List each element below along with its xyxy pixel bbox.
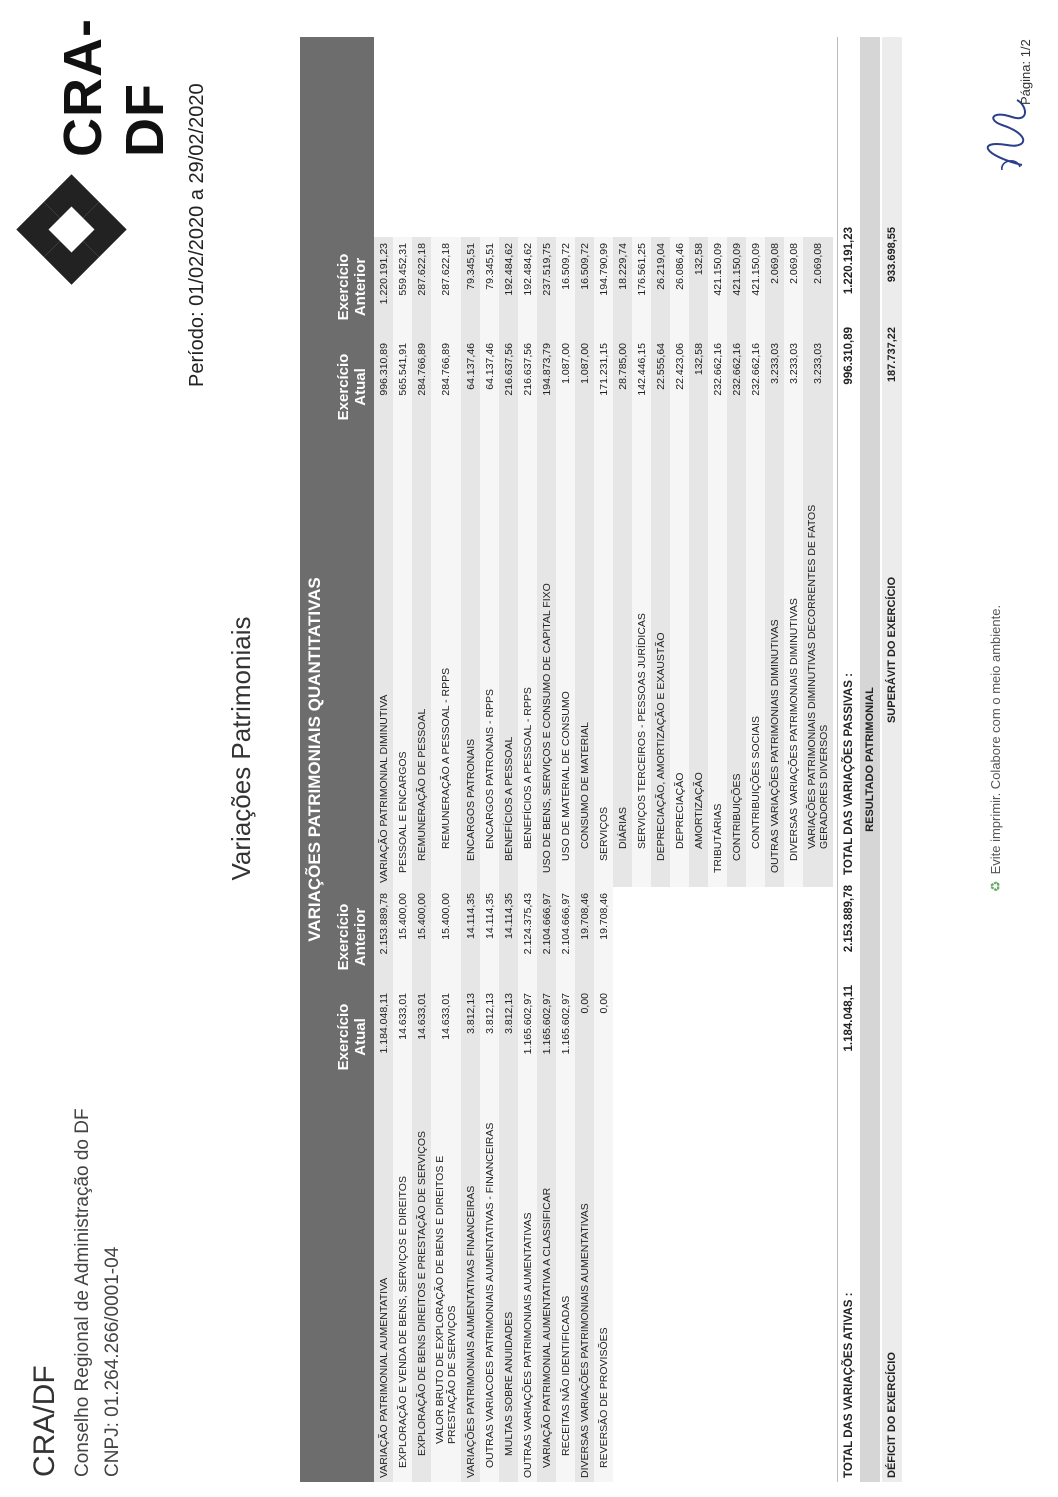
table-row [556, 887, 575, 1482]
table-row [613, 237, 632, 887]
row-atual: 142.446,15 [635, 343, 648, 396]
row-label: VARIAÇÃO PATRIMONIAL AUMENTATIVA [377, 1277, 390, 1478]
row-label: RECEITAS NÃO IDENTIFICADAS [559, 1295, 572, 1456]
row-label: EXPLORAÇÃO E VENDA DE BENS, SERVIÇOS E DIREITOS [396, 1176, 409, 1468]
table-row [374, 887, 393, 1482]
row-anterior: 192.484,62 [521, 243, 534, 296]
row-label: AMORTIZAÇÃO [692, 772, 705, 849]
eco-footnote [988, 0, 1004, 1497]
row-label: OUTRAS VARIAÇÕES PATRIMONIAIS AUMENTATIVAS [521, 1212, 534, 1478]
row-anterior: 16.509,72 [578, 243, 591, 290]
table-row [412, 237, 431, 887]
row-anterior: 2.104.666,97 [540, 893, 553, 955]
row-label: DIVERSAS VARIAÇÕES PATRIMONIAIS DIMINUTIVAS [787, 598, 800, 861]
report-period: Período: 01/02/2020 a 29/02/2020 [186, 83, 208, 387]
table-row [594, 887, 613, 1482]
superavit-label: SUPERÁVIT DO EXERCÍCIO [886, 576, 898, 724]
table-header [300, 37, 374, 1482]
row-anterior: 2.069,08 [787, 243, 800, 284]
row-label: VARIAÇÕES PATRIMONIAIS AUMENTATIVAS FINANCEIRAS [464, 1185, 477, 1478]
row-label: VALOR BRUTO DE EXPLORAÇÃO DE BENS E DIREITOS E PRESTAÇÃO DE SERVIÇOS [434, 1155, 458, 1444]
table-row [670, 237, 689, 887]
row-anterior: 287.622,18 [440, 243, 452, 296]
table-row [393, 887, 412, 1482]
row-anterior: 132,58 [692, 243, 705, 276]
row-atual: 1.165.602,97 [559, 993, 572, 1055]
table-row [708, 237, 727, 887]
row-anterior: 15.400,00 [415, 893, 428, 940]
row-anterior: 287.622,18 [415, 243, 428, 296]
total-passivas-label: TOTAL DAS VARIAÇÕES PASSIVAS : [843, 673, 855, 875]
row-anterior: 194.790,99 [597, 243, 610, 296]
row-anterior: 26.086,46 [673, 243, 686, 290]
row-atual: 3.812,13 [483, 993, 496, 1034]
column-headers [330, 37, 374, 1482]
table-row [727, 237, 746, 887]
row-atual: 0,00 [578, 993, 591, 1014]
row-atual: 194.873,79 [540, 343, 553, 396]
row-atual: 3.812,13 [464, 993, 477, 1034]
row-anterior: 79.345,51 [483, 243, 496, 290]
row-label: BENEFÍCIOS A PESSOAL - RPPS [521, 687, 534, 849]
page-number: Página: 1/2 [1018, 39, 1033, 105]
org-cnpj: CNPJ: 01.264.266/0001-04 [102, 1246, 123, 1477]
row-atual: 28.785,00 [616, 343, 629, 390]
row-anterior: 421.150,09 [711, 243, 724, 296]
superavit-anterior: 933.698,55 [886, 227, 898, 283]
row-label: CONTRIBUIÇÕES [730, 773, 743, 861]
row-atual: 64.137,46 [483, 343, 496, 390]
table-row [431, 887, 461, 1482]
row-atual: 1.087,00 [578, 343, 591, 384]
row-atual: 284.766,89 [415, 343, 428, 396]
row-atual: 216.637,56 [502, 343, 515, 396]
signature-icon [972, 95, 1042, 175]
row-anterior: 176.561,25 [635, 243, 648, 296]
row-atual: 1.165.602,97 [540, 993, 553, 1055]
col-passivas-anterior: Exercício Anterior [335, 253, 369, 321]
row-atual: 3.812,13 [502, 993, 515, 1034]
row-atual: 232.662,16 [730, 343, 743, 396]
row-label: USO DE BENS, SERVIÇOS E CONSUMO DE CAPITAL FIXO [540, 583, 553, 873]
row-anterior: 421.150,09 [749, 243, 762, 296]
row-atual: 14.633,01 [440, 993, 452, 1040]
row-anterior: 2.104.666,97 [559, 893, 572, 955]
footnote-text: Evite imprimir. Colabore com o meio ambiente. [988, 604, 1003, 875]
table-row [746, 237, 765, 887]
col-ativas-atual: Exercício Atual [335, 1003, 369, 1071]
row-label: SERVIÇOS [597, 806, 610, 861]
table-row [537, 887, 556, 1482]
resultado-row [882, 37, 902, 1482]
row-label: REMUNERAÇÃO DE PESSOAL [415, 708, 428, 861]
totals-row [837, 37, 860, 1482]
table-row [765, 237, 784, 887]
row-label: CONTRIBUIÇÕES SOCIAIS [749, 715, 762, 849]
row-atual: 3.233,03 [812, 343, 824, 384]
table-row [689, 237, 708, 887]
row-atual: 232.662,16 [749, 343, 762, 396]
row-label: CONSUMO DE MATERIAL [578, 722, 591, 849]
row-label: OUTRAS VARIAÇÕES PATRIMONIAIS DIMINUTIVAS [768, 619, 781, 873]
resultado-title: RESULTADO PATRIMONIAL [860, 37, 880, 1482]
row-atual: 284.766,89 [440, 343, 452, 396]
row-anterior: 19.708,46 [578, 893, 591, 940]
total-ativas-anterior: 2.153.889,78 [843, 885, 855, 953]
row-label: OUTRAS VARIACOES PATRIMONIAIS AUMENTATIVAS - FINANCEIRAS [483, 1122, 496, 1468]
row-atual: 216.637,56 [521, 343, 534, 396]
logo-text: CRA-DF [53, 18, 175, 157]
org-full-name: Conselho Regional de Administração do DF [72, 1108, 93, 1477]
table-row [537, 237, 556, 887]
row-anterior: 2.124.375,43 [521, 893, 534, 955]
table-row [803, 237, 833, 887]
col-ativas-label [330, 1087, 374, 1482]
row-label: VARIAÇÃO PATRIMONIAL AUMENTATIVA A CLASSIFICAR [540, 1187, 553, 1468]
row-anterior: 15.400,00 [440, 893, 452, 940]
table-row [784, 237, 803, 887]
deficit-label: DÉFICIT DO EXERCÍCIO [886, 1352, 898, 1478]
row-anterior: 2.069,08 [812, 243, 824, 284]
row-anterior: 14.114,35 [502, 893, 515, 939]
row-anterior: 192.484,62 [502, 243, 515, 296]
row-anterior: 26.219,04 [654, 243, 667, 290]
row-label: VARIAÇÕES PATRIMONIAIS DIMINUTIVAS DECORRENTES DE FATOS GERADORES DIVERSOS [806, 504, 830, 849]
row-label: USO DE MATERIAL DE CONSUMO [559, 691, 572, 861]
table-row [594, 237, 613, 887]
row-anterior: 14.114,35 [483, 893, 496, 939]
row-anterior: 18.229,74 [616, 243, 629, 290]
table-row [575, 237, 594, 887]
ativas-side [374, 887, 833, 1482]
row-atual: 1.184.048,11 [377, 993, 390, 1054]
row-atual: 132,58 [692, 343, 705, 376]
recycle-icon: ♻ [988, 880, 1003, 893]
table-row [431, 237, 461, 887]
row-label: MULTAS SOBRE ANUIDADES [502, 1311, 515, 1456]
row-atual: 22.423,06 [673, 343, 686, 390]
total-passivas-anterior: 1.220.191,23 [843, 227, 855, 295]
table-row [393, 237, 412, 887]
table-row [651, 237, 670, 887]
row-atual: 0,00 [597, 993, 610, 1014]
org-short-name: CRA/DF [28, 1365, 61, 1477]
table-row [461, 237, 480, 887]
row-label: ENCARGOS PATRONAIS - RPPS [483, 688, 496, 849]
org-header [28, 777, 128, 1477]
row-atual: 3.233,03 [768, 343, 781, 384]
col-passivas-atual: Exercício Atual [335, 353, 369, 421]
passivas-side [374, 237, 833, 887]
total-ativas-label: TOTAL DAS VARIAÇÕES ATIVAS : [843, 1292, 855, 1478]
row-anterior: 421.150,09 [730, 243, 743, 296]
row-atual: 14.633,01 [415, 993, 428, 1040]
row-atual: 565.541,91 [396, 343, 409, 396]
row-atual: 171.231,15 [597, 343, 610, 396]
row-label: VARIAÇÃO PATRIMONIAL DIMINUTIVA [377, 694, 390, 883]
row-atual: 1.165.602,97 [521, 993, 534, 1055]
row-anterior: 79.345,51 [464, 243, 477, 290]
row-label: REMUNERAÇÃO A PESSOAL - RPPS [440, 667, 452, 849]
row-label: BENEFÍCIOS A PESSOAL [502, 736, 515, 861]
row-label: EXPLORAÇÃO DE BENS DIREITOS E PRESTAÇÃO DE SERVIÇOS [415, 1130, 428, 1456]
table-row [412, 887, 431, 1482]
row-anterior: 19.708,46 [597, 893, 610, 940]
table-row [480, 237, 499, 887]
row-anterior: 2.153.889,78 [377, 893, 390, 955]
table-row [556, 237, 575, 887]
row-anterior: 559.452,31 [396, 243, 409, 296]
col-ativas-anterior: Exercício Anterior [335, 903, 369, 971]
table-row [518, 237, 537, 887]
row-anterior: 16.509,72 [559, 243, 572, 290]
table-body [374, 37, 833, 1482]
variacoes-table [300, 37, 902, 1482]
row-anterior: 14.114,35 [464, 893, 477, 939]
row-atual: 232.662,16 [711, 343, 724, 396]
total-passivas-atual: 996.310,89 [843, 327, 855, 385]
row-anterior: 15.400,00 [396, 893, 409, 940]
row-label: DIÁRIAS [616, 806, 629, 849]
table-row [499, 237, 518, 887]
section-title: VARIAÇÕES PATRIMONIAIS QUANTITATIVAS [305, 577, 324, 942]
total-ativas-atual: 1.184.048,11 [843, 985, 855, 1052]
cra-df-logo [14, 17, 184, 317]
row-label: PESSOAL E ENCARGOS [396, 751, 409, 873]
row-anterior: 1.220.191,23 [377, 243, 390, 305]
table-row [499, 887, 518, 1482]
row-label: DEPRECIAÇÃO [673, 772, 686, 849]
row-anterior: 237.519,75 [540, 243, 553, 296]
row-atual: 996.310,89 [377, 343, 390, 396]
row-label: ENCARGOS PATRONAIS [464, 738, 477, 861]
table-row [575, 887, 594, 1482]
page-title: Variações Patrimoniais [226, 616, 256, 881]
row-label: REVERSÃO DE PROVISÕES [597, 1327, 610, 1468]
row-atual: 1.087,00 [559, 343, 572, 384]
table-row [461, 887, 480, 1482]
row-atual: 3.233,03 [787, 343, 800, 384]
row-label: DEPRECIAÇÃO, AMORTIZAÇÃO E EXAUSTÃO [654, 632, 667, 861]
table-row [480, 887, 499, 1482]
table-row [518, 887, 537, 1482]
row-anterior: 2.069,08 [768, 243, 781, 284]
superavit-atual: 187.737,22 [886, 327, 898, 383]
logo-mark-icon [14, 172, 129, 287]
row-label: TRIBUTÁRIAS [711, 803, 724, 873]
row-atual: 64.137,46 [464, 343, 477, 390]
col-passivas-label [330, 437, 374, 887]
row-label: SERVIÇOS TERCEIROS - PESSOAS JURÍDICAS [635, 613, 648, 849]
row-label: DIVERSAS VARIAÇÕES PATRIMONIAIS AUMENTATIVAS [578, 1203, 591, 1478]
table-row [632, 237, 651, 887]
table-row [374, 237, 393, 887]
row-atual: 14.633,01 [396, 993, 409, 1040]
row-atual: 22.555,64 [654, 343, 667, 390]
